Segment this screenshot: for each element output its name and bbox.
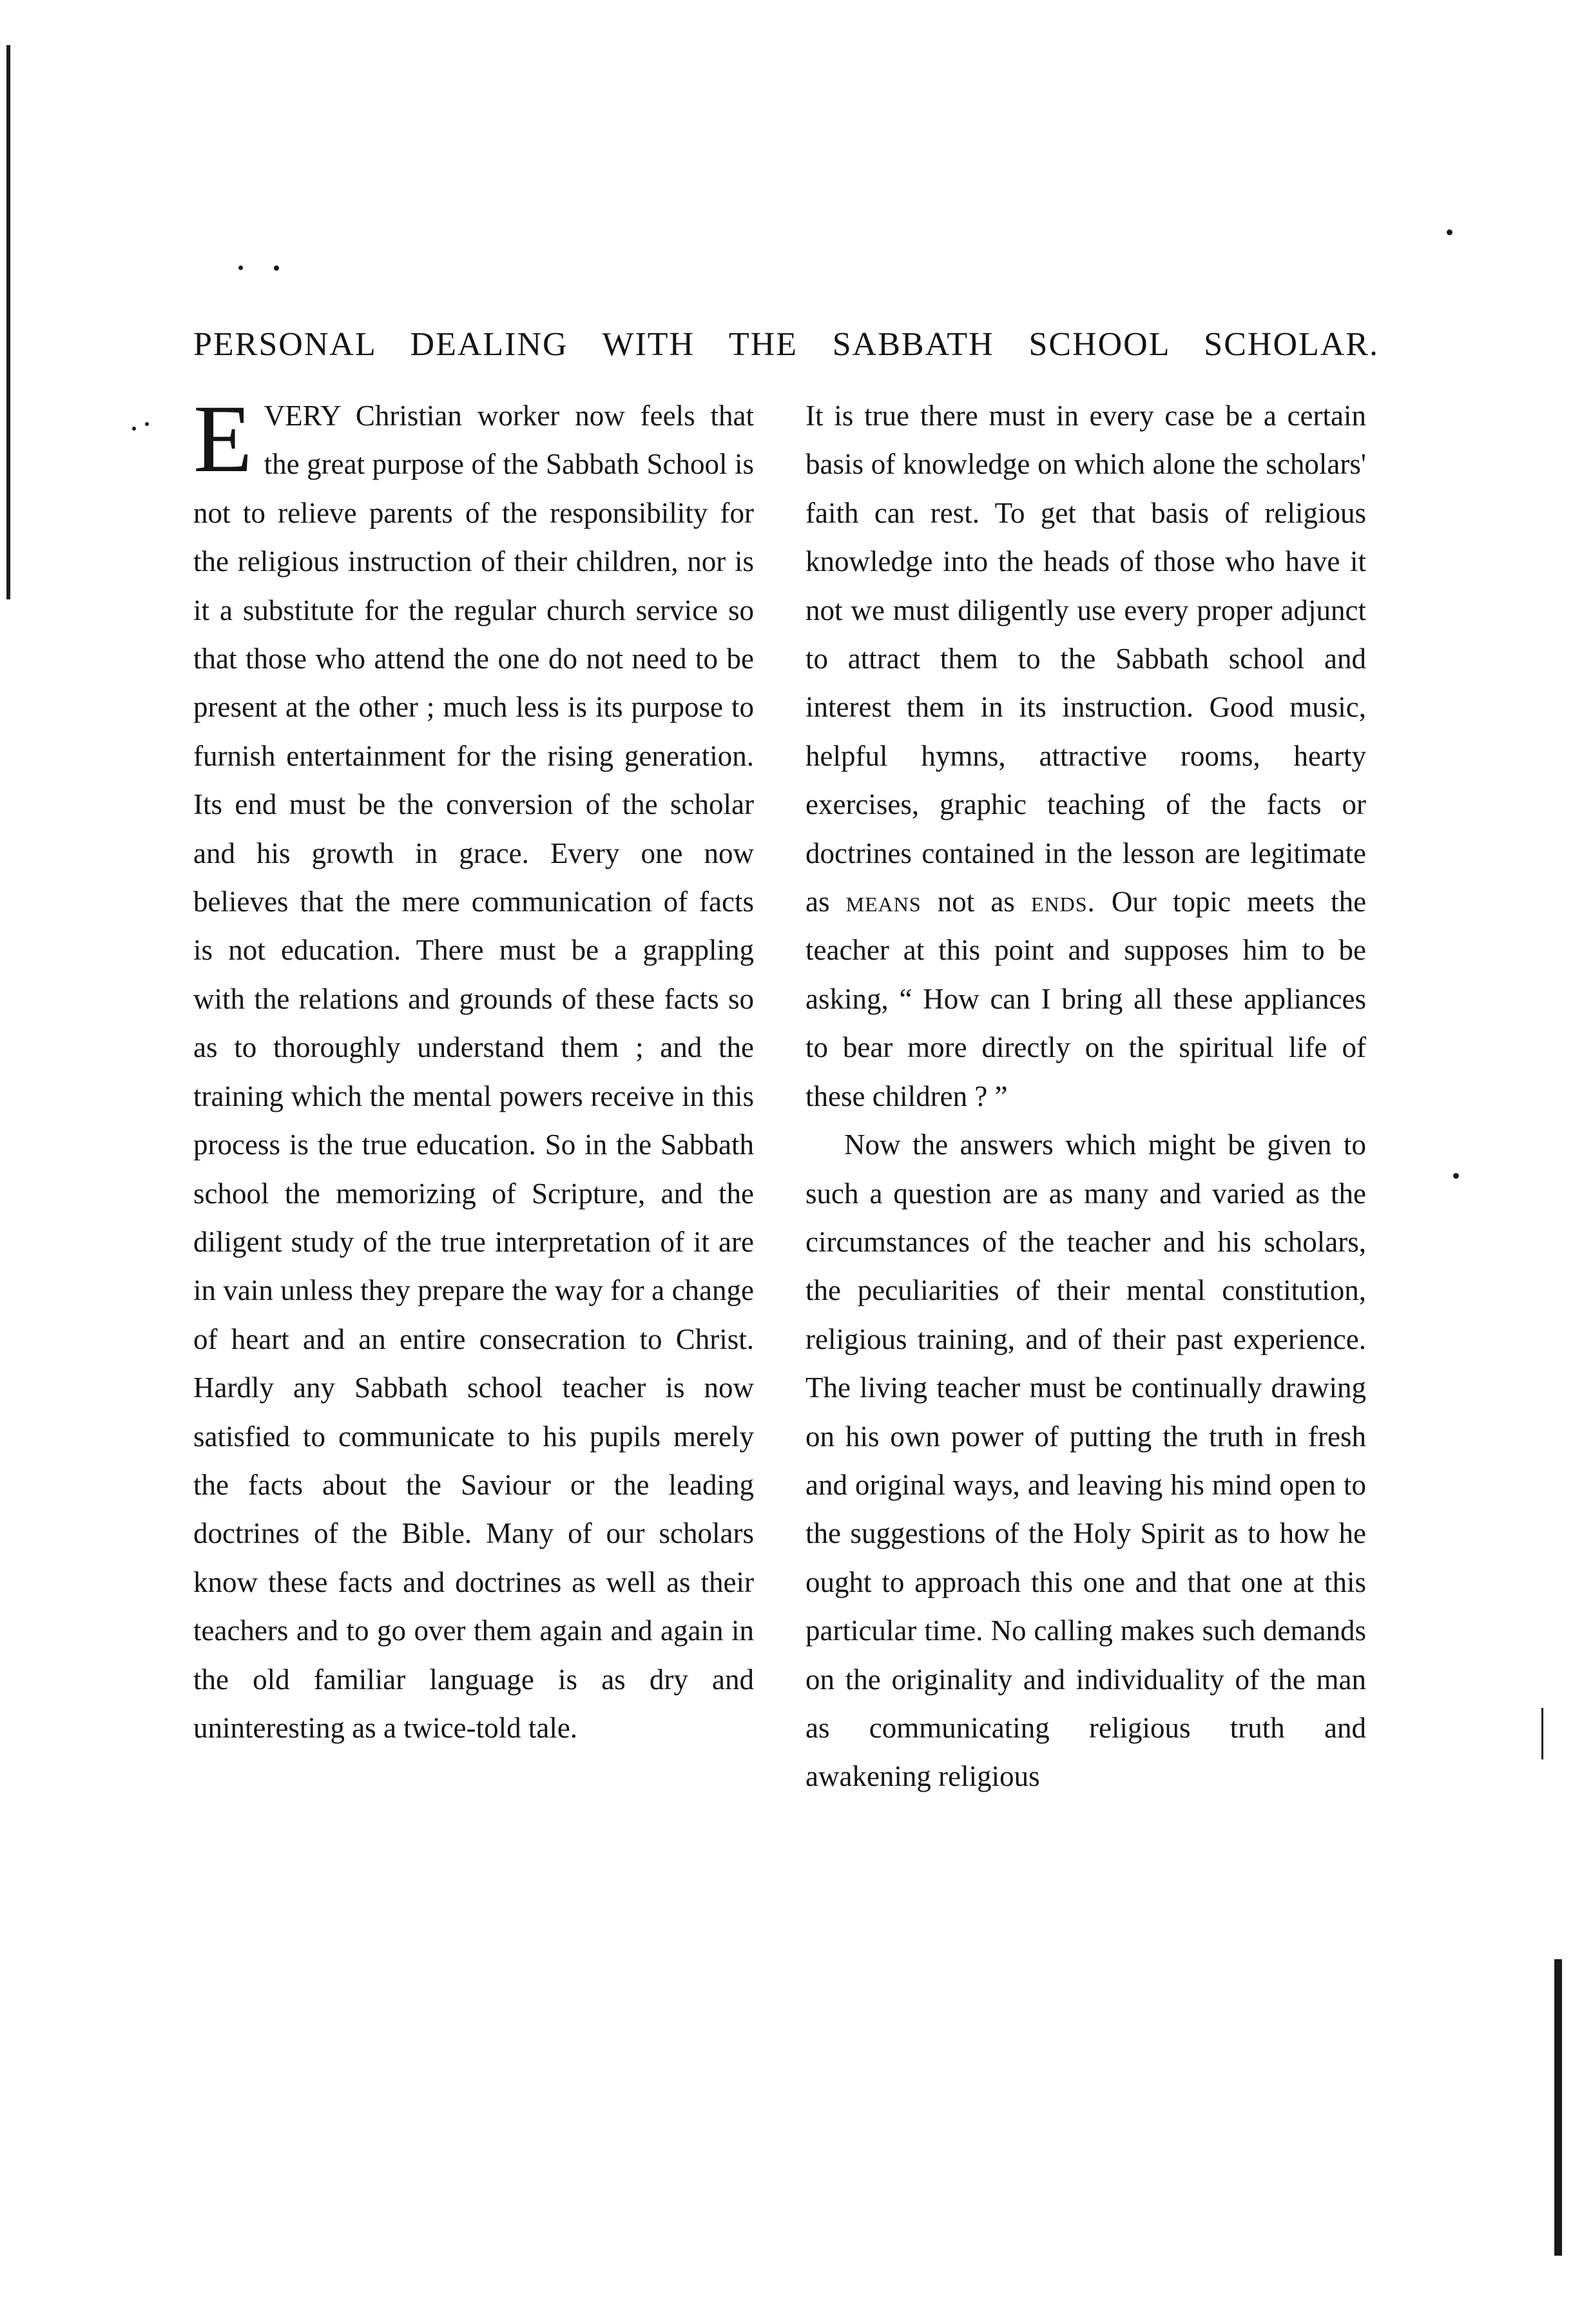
left-column (193, 385, 754, 1752)
right-paragraph-1-text-a: It is true there must in every case be a certain basis of knowledge on which alone the scholars' faith can rest. To get that basis of religious knowledge into the heads of those who have it not we must diligently use every proper adjunct to attract them to the Sabbath school and interest them in its instruction. Good music, helpful hymns, attractive rooms, hearty exercises, graphic teaching of the facts or doctrines contained in the lesson are legitimate as (805, 400, 1366, 918)
right-margin-mark (1541, 1708, 1543, 1759)
drop-cap: E (193, 385, 253, 492)
right-paragraph-1-text-b: Our topic meets the teacher at this point and supposes him to be asking, “ How can I bring all these appliances to bear more directly on the spiritual life of these children ? ” (805, 886, 1367, 1112)
article-title: PERSONAL DEALING WITH THE SABBATH SCHOOL SCHOLAR. (193, 326, 1379, 363)
speck-right-1 (1447, 229, 1452, 235)
right-paragraph-1 (805, 392, 1366, 1121)
right-paragraph-2: Now the answers which might be given to such a question are as many and varied as the circumstances of the teacher and his scholars, the peculiarities of their mental constitution, religious training, and of their past experience. The living teacher must be continually drawing on his own power of putting the truth in fresh and original ways, and leaving his mind open to the suggestions of the Holy Spirit as to how he ought to approach this one and that one at this particular time. No calling makes such demands on the originality and individuality of the man as communicating religious truth and awakening religious (805, 1128, 1366, 1793)
left-paragraph-text: VERY Christian worker now feels that the great purpose of the Sabbath School is not to relieve parents of the responsibility for the religious instruction of their children, nor is it a substitute for the regular church service so that those who attend the one do not need to be present at the other ; much less is its purpose to furnish entertainment for the rising generation. Its end must be the conversion of the scholar and his growth in grace. Every one now believes that the mere communication of facts is not education. There must be a grappling with the relations and grounds of these facts so as to thoroughly understand them ; and the training which the mental powers receive in this process is the true education. So in the Sabbath school the memorizing of Scripture, and the diligent study of the true interpretation of it are in vain unless they prepare the way for a change of heart and an entire consecration to Christ. Hardly any Sabbath school teacher is now satisfied to communicate to his pupils merely the facts about the Saviour or the leading doctrines of the Bible. Many of our scholars know these facts and doctrines as well as their teachers and to go over them again and again in the old familiar language is as dry and uninteresting as a twice-told tale. (193, 400, 754, 1744)
right-edge-scan-line (1554, 1959, 1562, 2256)
right-column (805, 392, 1366, 1801)
left-edge-scan-line (6, 45, 10, 599)
speck-top-2 (274, 266, 279, 271)
speck-left-margin (132, 427, 136, 431)
ends-word: ends. (1030, 886, 1095, 918)
speck-right-2 (1453, 1173, 1459, 1179)
speck-top-1 (238, 266, 243, 270)
between-text: not as (937, 886, 1015, 918)
left-paragraph (193, 385, 754, 1752)
means-word: means (845, 886, 921, 918)
speck-left-margin-2 (145, 422, 149, 426)
